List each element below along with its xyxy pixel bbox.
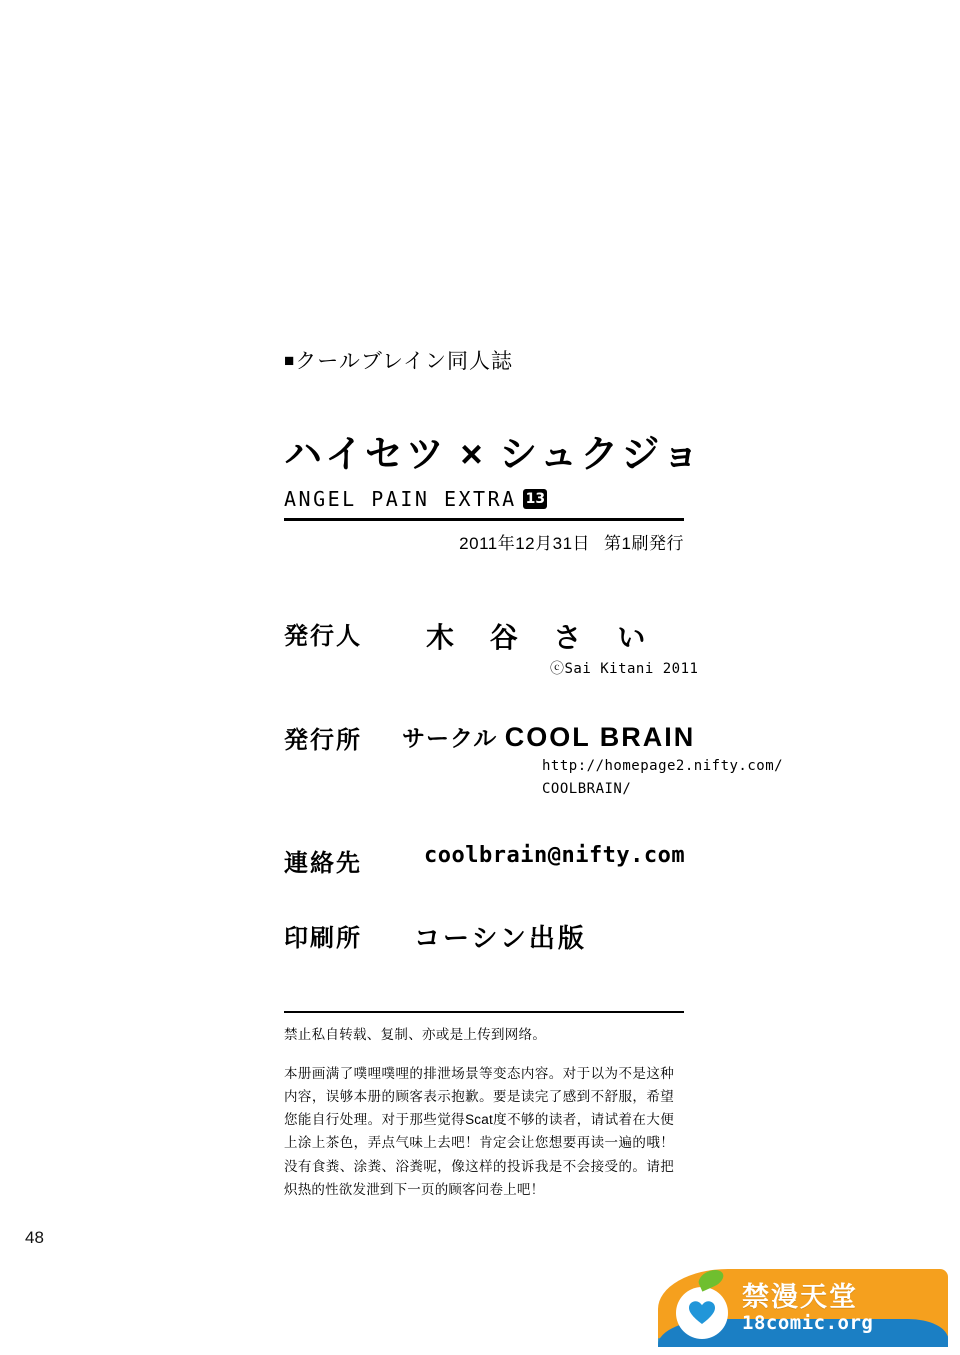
circle-label-text: クールブレイン同人誌 bbox=[295, 350, 513, 373]
label-contact: 連絡先 bbox=[284, 849, 362, 877]
value-contact-email: coolbrain@nifty.com bbox=[424, 842, 686, 868]
volume-badge: 13 bbox=[523, 489, 547, 509]
circle-name: COOL BRAIN bbox=[504, 722, 696, 752]
notice-body: 本册画满了噗哩噗哩的排泄场景等变态内容。对于以为不是这种内容，误够本册的顾客表示抱歉。要是读完了感到不舒服，希望您能自行处理。对于那些觉得Scat度不够的读者，请试着在大便上涂上茶色，弄点气味上去吧！肯定会让您想要再读一遍的哦！没有食粪、涂粪、浴粪呢，像这样的投诉我是不会接受的。请把炽热的性欲发泄到下一页的顾客问卷上吧！ bbox=[284, 1065, 674, 1197]
row-printer bbox=[284, 918, 684, 955]
circle-prefix: サークル bbox=[402, 725, 498, 751]
divider-top bbox=[284, 518, 684, 521]
label-printer: 印刷所 bbox=[284, 924, 362, 952]
watermark-site-name-cn: 禁漫天堂 bbox=[742, 1282, 858, 1312]
row-publisher-circle bbox=[284, 720, 784, 799]
heart-icon bbox=[689, 1301, 715, 1325]
watermark-background bbox=[658, 1269, 948, 1347]
circle-website-line2: COOLBRAIN/ bbox=[542, 780, 632, 797]
label-publisher-circle: 発行所 bbox=[284, 727, 362, 754]
divider-bottom bbox=[284, 1011, 684, 1013]
circle-label-line bbox=[284, 345, 684, 375]
doujin-title: ハイセツ × シュクジョ bbox=[284, 434, 703, 476]
row-contact bbox=[284, 843, 684, 878]
watermark-site-name-en: 18comic.org bbox=[742, 1312, 874, 1335]
page-number: 48 bbox=[25, 1228, 44, 1247]
square-bullet-icon: ■ bbox=[284, 351, 296, 370]
edition-label: 第1刷発行 bbox=[604, 534, 684, 553]
site-watermark bbox=[658, 1259, 948, 1347]
doujin-subtitle-row bbox=[284, 487, 684, 511]
value-printer: コーシン出版 bbox=[414, 922, 587, 953]
value-publisher-circle bbox=[402, 720, 783, 753]
doujin-subtitle: ANGEL PAIN EXTRA bbox=[284, 487, 517, 511]
publication-date-line bbox=[284, 529, 684, 554]
publication-date: 2011年12月31日 bbox=[459, 534, 591, 553]
row-publisher-person bbox=[284, 616, 699, 678]
notice-line: 禁止私自转载、复制、亦或是上传到网络。 bbox=[284, 1026, 547, 1042]
label-publisher-person: 発行人 bbox=[284, 623, 362, 650]
watermark-text bbox=[742, 1283, 873, 1334]
value-publisher-person: 木 谷 さ い bbox=[426, 622, 660, 653]
watermark-logo-circle bbox=[676, 1287, 728, 1339]
circle-website-line1: http://homepage2.nifty.com/ bbox=[542, 758, 784, 774]
copyright-line: ⓒSai Kitani 2011 bbox=[550, 661, 699, 677]
colophon-block bbox=[284, 345, 784, 1201]
